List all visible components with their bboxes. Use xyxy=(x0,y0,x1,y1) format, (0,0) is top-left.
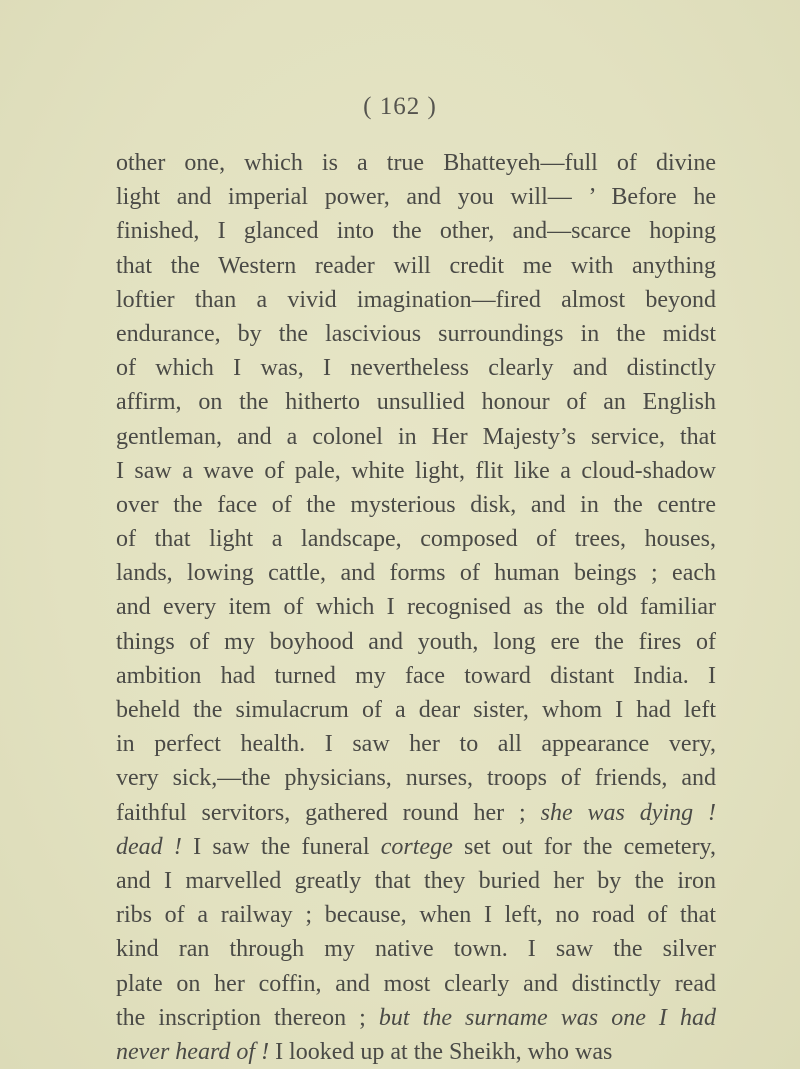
text-line xyxy=(116,385,716,419)
text-run: and I marvelled greatly that they buried her by the iron xyxy=(116,867,716,894)
text-run: lands, lowing cattle, and forms of human beings ; each xyxy=(116,560,716,587)
text-run: over the face of the mysterious disk, and in the centre xyxy=(116,491,716,518)
text-run: of that light a landscape, composed of trees, houses, xyxy=(116,526,716,553)
text-run: set out for the cemetery, xyxy=(452,833,717,860)
text-line xyxy=(116,522,716,556)
text-line xyxy=(116,864,716,898)
text-run: loftier than a vivid imagination—fired almost beyond xyxy=(116,286,716,313)
text-line xyxy=(116,283,716,317)
text-line xyxy=(116,454,716,488)
text-run: I saw a wave of pale, white light, flit like a cloud-shadow xyxy=(116,457,716,484)
body-text xyxy=(116,146,716,1069)
text-line xyxy=(116,932,716,966)
text-run: and every item of which I recognised as the old familiar xyxy=(116,594,716,621)
text-run: very sick,—the physicians, nurses, troops of friends, and xyxy=(116,765,716,792)
text-run: in perfect health. I saw her to all appearance very, xyxy=(116,731,716,758)
text-line xyxy=(116,317,716,351)
text-line xyxy=(116,351,716,385)
page-number: ( 162 ) xyxy=(363,93,437,120)
text-run: that the Western reader will credit me with anything xyxy=(116,252,716,279)
italic-text: never heard of ! xyxy=(116,1038,270,1065)
text-line xyxy=(116,1001,716,1035)
text-line xyxy=(116,420,716,454)
text-run: things of my boyhood and youth, long ere the fires of xyxy=(116,628,716,655)
text-line xyxy=(116,967,716,1001)
text-run: ambition had turned my face toward distant India. I xyxy=(116,662,716,689)
text-line xyxy=(116,488,716,522)
italic-text: dead ! xyxy=(116,833,182,860)
text-run: of which I was, I nevertheless clearly and distinctly xyxy=(116,355,716,382)
text-run: ribs of a railway ; because, when I left, no road of that xyxy=(116,902,716,929)
text-run: gentleman, and a colonel in Her Majesty’s service, that xyxy=(116,423,716,450)
text-run: finished, I glanced into the other, and—scarce hoping xyxy=(116,218,716,245)
text-line xyxy=(116,830,716,864)
text-run: light and imperial power, and you will— ’ Before he xyxy=(116,184,716,211)
text-line xyxy=(116,625,716,659)
text-line xyxy=(116,249,716,283)
text-run: other one, which is a true Bhatteyeh—full of divine xyxy=(116,150,716,176)
text-run: the inscription thereon ; xyxy=(116,1004,379,1031)
text-run: I looked up at the Sheikh, who was xyxy=(269,1038,613,1065)
text-run: plate on her coffin, and most clearly and distinctly read xyxy=(116,970,716,997)
text-run: endurance, by the lascivious surroundings in the midst xyxy=(116,320,716,347)
text-line xyxy=(116,659,716,693)
text-line xyxy=(116,214,716,248)
text-line xyxy=(116,898,716,932)
text-line xyxy=(116,796,716,830)
italic-text: cortege xyxy=(380,833,453,860)
text-line xyxy=(116,180,716,214)
text-line xyxy=(116,146,716,180)
text-line xyxy=(116,556,716,590)
text-line xyxy=(116,1035,716,1069)
text-run: faithful servitors, gathered round her ; xyxy=(116,799,541,826)
italic-text: she was dying ! xyxy=(540,799,717,826)
text-line xyxy=(116,590,716,624)
italic-text: but the surname was one I had xyxy=(378,1004,716,1031)
text-line xyxy=(116,761,716,795)
text-run: affirm, on the hitherto unsullied honour of an English xyxy=(116,389,716,416)
text-run: kind ran through my native town. I saw the silver xyxy=(116,936,716,963)
text-line xyxy=(116,727,716,761)
text-line xyxy=(116,693,716,727)
text-run: I saw the funeral xyxy=(181,833,381,860)
text-run: beheld the simulacrum of a dear sister, whom I had left xyxy=(116,697,716,723)
